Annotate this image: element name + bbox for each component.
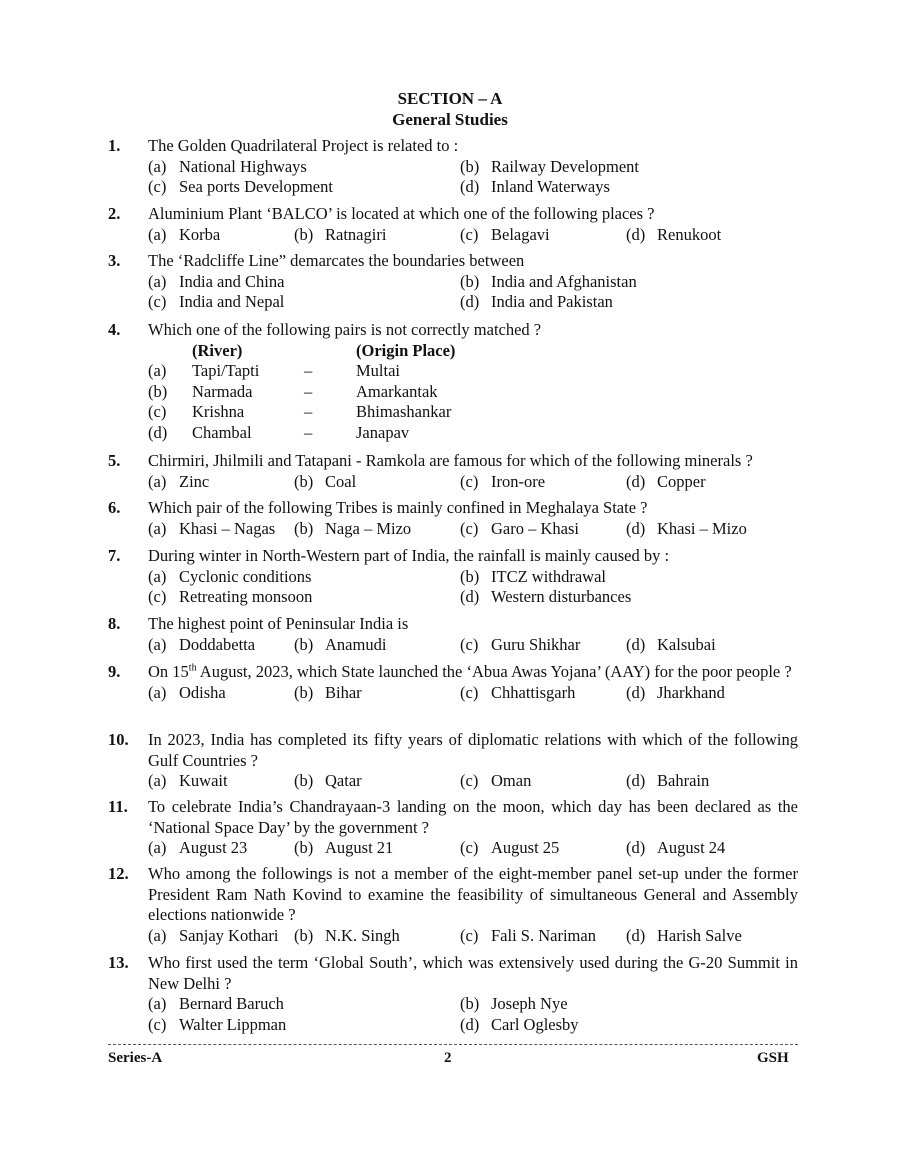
option-label: (c) — [460, 634, 479, 654]
question-text: Who first used the term ‘Global South’, which was extensively used during the G-20 Summit in New Delhi ? — [148, 953, 798, 993]
option-label: (d) — [626, 518, 646, 538]
question-text: Chirmiri, Jhilmili and Tatapani - Ramkola are famous for which of the following minerals ? — [148, 451, 753, 470]
option-b — [460, 157, 639, 178]
option-d — [626, 771, 709, 792]
option-label: (a) — [148, 271, 167, 291]
question-8 — [108, 614, 798, 655]
pair-river: Krishna — [192, 402, 245, 421]
options-row — [148, 567, 798, 588]
option-d — [460, 1015, 579, 1036]
option-text: August 23 — [179, 838, 248, 857]
question-number: 2. — [108, 204, 121, 223]
options-row — [148, 587, 798, 608]
option-text: Oman — [491, 771, 532, 790]
option-d — [460, 177, 610, 198]
question-11 — [108, 797, 798, 859]
question-number: 6. — [108, 498, 121, 517]
column-heading-river: (River) — [192, 340, 243, 360]
question-number: 13. — [108, 953, 129, 972]
option-text: Iron-ore — [491, 471, 546, 491]
options-row — [148, 771, 798, 792]
pair-origin: Bhimashankar — [356, 402, 452, 421]
option-label: (d) — [626, 682, 646, 702]
option-a — [148, 157, 307, 178]
option-text: Khasi – Nagas — [179, 518, 276, 538]
pair-row — [148, 423, 798, 444]
option-b — [294, 635, 386, 656]
option-text: India and Pakistan — [491, 292, 613, 311]
footer-divider — [108, 1044, 798, 1045]
option-label: (c) — [460, 771, 479, 790]
option-b — [460, 567, 606, 588]
option-text: Renukoot — [657, 224, 722, 244]
option-text: Bihar — [325, 682, 362, 702]
option-label: (a) — [148, 224, 167, 244]
options-row — [148, 635, 798, 656]
pair-river: Chambal — [192, 422, 252, 442]
option-label: (b) — [460, 994, 480, 1013]
option-c — [148, 1015, 286, 1036]
option-text: Bahrain — [657, 771, 710, 790]
options-row — [148, 1015, 798, 1036]
question-number: 10. — [108, 730, 129, 749]
pair-river: Narmada — [192, 381, 253, 401]
pair-row — [148, 361, 798, 382]
option-text: Inland Waterways — [491, 177, 610, 196]
option-text: Khasi – Mizo — [657, 518, 747, 538]
option-b — [460, 272, 637, 293]
option-d — [626, 519, 747, 540]
option-text: Belagavi — [491, 224, 550, 244]
option-label: (d) — [626, 838, 646, 857]
option-label: (d) — [460, 587, 480, 606]
option-label: (c) — [460, 224, 479, 244]
option-a — [148, 225, 220, 246]
option-text: Garo – Khasi — [491, 518, 579, 538]
option-text: Western disturbances — [491, 587, 632, 606]
option-a — [148, 519, 275, 540]
question-9 — [108, 662, 798, 703]
option-text: Coal — [325, 471, 357, 491]
question-2 — [108, 204, 798, 245]
pair-dash: – — [304, 402, 313, 421]
pair-origin: Multai — [356, 361, 400, 380]
pair-label: (b) — [148, 381, 168, 401]
option-a — [148, 771, 228, 792]
option-text: Ratnagiri — [325, 224, 387, 244]
option-b — [294, 771, 362, 792]
option-label: (b) — [294, 925, 314, 945]
option-label: (a) — [148, 518, 167, 538]
question-number: 12. — [108, 864, 129, 883]
option-text: ITCZ withdrawal — [491, 566, 607, 586]
option-b — [294, 838, 393, 859]
question-number: 1. — [108, 136, 121, 155]
option-label: (c) — [148, 587, 167, 606]
pair-label: (a) — [148, 361, 167, 380]
question-number: 3. — [108, 251, 121, 270]
option-c — [148, 292, 284, 313]
option-text: India and China — [179, 271, 285, 291]
option-a — [148, 683, 226, 704]
option-text: Harish Salve — [657, 925, 742, 945]
options-row — [148, 683, 798, 704]
question-text: Who among the followings is not a member of the eight-member panel set-up under the former President Ram Nath Kovind to examine the feasibility of simultaneous General and Assembly elections nationwide ? — [148, 864, 798, 924]
pair-dash: – — [304, 361, 313, 380]
ordinal-superscript: th — [188, 662, 197, 674]
option-label: (b) — [294, 634, 314, 654]
option-d — [626, 926, 742, 947]
pair-origin: Janapav — [356, 422, 410, 442]
option-label: (a) — [148, 925, 167, 945]
option-text: Copper — [657, 471, 706, 491]
question-3 — [108, 251, 798, 313]
options-row — [148, 157, 798, 178]
options-row — [148, 994, 798, 1015]
option-text: Fali S. Nariman — [491, 925, 596, 945]
option-text: Zinc — [179, 471, 210, 491]
option-text: Guru Shikhar — [491, 634, 581, 654]
option-label: (a) — [148, 471, 167, 491]
option-text: August 21 — [325, 838, 394, 857]
section-title: SECTION – A — [397, 89, 503, 108]
question-text-part: On 15 — [148, 662, 189, 681]
option-b — [294, 519, 411, 540]
option-a — [148, 926, 278, 947]
option-d — [626, 683, 725, 704]
option-text: Carl Oglesby — [491, 1014, 579, 1034]
option-text: Kalsubai — [657, 634, 716, 654]
question-text: The Golden Quadrilateral Project is related to : — [148, 136, 459, 155]
pair-dash: – — [304, 422, 313, 442]
options-row — [148, 519, 798, 540]
option-label: (d) — [460, 177, 480, 196]
option-text: India and Nepal — [179, 292, 285, 311]
option-text: N.K. Singh — [325, 925, 400, 945]
question-13 — [108, 953, 798, 1035]
subject-title: General Studies — [392, 110, 508, 129]
option-d — [626, 838, 725, 859]
question-number: 9. — [108, 662, 121, 681]
option-label: (d) — [626, 471, 646, 491]
option-label: (b) — [460, 271, 480, 291]
option-label: (a) — [148, 838, 167, 857]
option-label: (d) — [626, 224, 646, 244]
option-d — [626, 472, 706, 493]
pair-origin: Amarkantak — [356, 381, 438, 401]
footer-series: Series-A — [108, 1050, 163, 1066]
option-d — [460, 587, 631, 608]
question-text: The ‘Radcliffe Line” demarcates the boundaries between — [148, 251, 525, 270]
column-heading-origin: (Origin Place) — [356, 340, 456, 360]
option-label: (a) — [148, 634, 167, 654]
option-c — [460, 838, 559, 859]
option-label: (c) — [460, 682, 479, 702]
question-number: 8. — [108, 614, 121, 633]
options-row — [148, 225, 798, 246]
option-c — [460, 683, 575, 704]
option-text: Kuwait — [179, 771, 228, 790]
pair-river: Tapi/Tapti — [192, 361, 260, 380]
question-7 — [108, 546, 798, 608]
option-text: Railway Development — [491, 156, 640, 176]
option-d — [626, 225, 721, 246]
option-c — [148, 587, 312, 608]
option-c — [148, 177, 333, 198]
option-b — [294, 926, 400, 947]
pair-label: (c) — [148, 402, 167, 421]
option-label: (b) — [294, 771, 314, 790]
option-label: (c) — [460, 518, 479, 538]
option-label: (a) — [148, 994, 167, 1013]
option-text: Joseph Nye — [491, 994, 568, 1013]
option-b — [294, 472, 356, 493]
option-c — [460, 472, 545, 493]
option-text: August 25 — [491, 838, 560, 857]
option-text: Korba — [179, 224, 221, 244]
question-6 — [108, 498, 798, 539]
section-heading — [0, 88, 900, 130]
option-text: Sanjay Kothari — [179, 925, 279, 945]
option-text: Odisha — [179, 682, 226, 702]
option-a — [148, 567, 311, 588]
option-label: (c) — [148, 177, 167, 196]
option-label: (d) — [626, 634, 646, 654]
option-text: Retreating monsoon — [179, 587, 313, 606]
question-text: Aluminium Plant ‘BALCO’ is located at which one of the following places ? — [148, 204, 655, 223]
option-c — [460, 225, 550, 246]
question-text: The highest point of Peninsular India is — [148, 614, 409, 633]
footer-code: GSH — [757, 1050, 789, 1066]
option-text: National Highways — [179, 156, 307, 176]
option-c — [460, 635, 580, 656]
option-text: Qatar — [325, 771, 362, 790]
option-label: (c) — [148, 1014, 167, 1034]
question-12 — [108, 864, 798, 946]
option-label: (a) — [148, 682, 167, 702]
question-number: 11. — [108, 797, 128, 816]
option-label: (b) — [460, 156, 480, 176]
question-number: 5. — [108, 451, 121, 470]
pairs-header — [148, 341, 798, 362]
question-4 — [108, 320, 798, 443]
option-a — [148, 994, 284, 1015]
pair-row — [148, 382, 798, 403]
option-label: (b) — [294, 471, 314, 491]
pair-label: (d) — [148, 422, 168, 442]
option-text: Cyclonic conditions — [179, 566, 312, 586]
options-row — [148, 177, 798, 198]
option-text: Sea ports Development — [179, 177, 333, 196]
option-label: (c) — [460, 838, 479, 857]
option-a — [148, 635, 255, 656]
pair-row — [148, 402, 798, 423]
option-label: (d) — [626, 771, 646, 790]
option-label: (d) — [460, 1014, 480, 1034]
option-label: (a) — [148, 566, 167, 586]
option-text: August 24 — [657, 838, 726, 857]
question-text: During winter in North-Western part of India, the rainfall is mainly caused by : — [148, 546, 670, 565]
option-label: (b) — [294, 518, 314, 538]
question-text: Which pair of the following Tribes is mainly confined in Meghalaya State ? — [148, 498, 648, 517]
question-number: 7. — [108, 546, 121, 565]
option-label: (b) — [460, 566, 480, 586]
option-text: Walter Lippman — [179, 1014, 287, 1034]
question-text: In 2023, India has completed its fifty years of diplomatic relations with which of the following Gulf Countries ? — [148, 730, 798, 770]
footer-page-number: 2 — [444, 1050, 452, 1066]
option-d — [460, 292, 613, 313]
option-a — [148, 472, 209, 493]
option-c — [460, 519, 579, 540]
option-label: (d) — [626, 925, 646, 945]
option-text: India and Afghanistan — [491, 271, 637, 291]
question-5 — [108, 451, 798, 492]
option-c — [460, 771, 531, 792]
pair-dash: – — [304, 381, 313, 401]
option-label: (c) — [460, 471, 479, 491]
option-label: (c) — [460, 925, 479, 945]
option-a — [148, 838, 247, 859]
option-label: (a) — [148, 771, 167, 790]
option-a — [148, 272, 284, 293]
option-label: (b) — [294, 682, 314, 702]
options-row — [148, 838, 798, 859]
option-b — [294, 683, 362, 704]
options-row — [148, 472, 798, 493]
option-text: Jharkhand — [657, 682, 725, 702]
option-label: (c) — [148, 292, 167, 311]
option-d — [626, 635, 716, 656]
question-text: Which one of the following pairs is not correctly matched ? — [148, 320, 542, 339]
options-row — [148, 292, 798, 313]
option-label: (b) — [294, 838, 314, 857]
option-text: Naga – Mizo — [325, 518, 412, 538]
question-text: To celebrate India’s Chandrayaan-3 landing on the moon, which day has been declared as the ‘National Space Day’ by the government ? — [148, 797, 798, 837]
option-b — [460, 994, 568, 1015]
question-1 — [108, 136, 798, 198]
option-text: Bernard Baruch — [179, 994, 284, 1013]
option-text: Anamudi — [325, 634, 387, 654]
question-number: 4. — [108, 320, 121, 339]
option-label: (b) — [294, 224, 314, 244]
question-text-part: August, 2023, which State launched the ‘Abua Awas Yojana’ (AAY) for the poor people ? — [196, 662, 792, 681]
options-row — [148, 272, 798, 293]
option-label: (a) — [148, 156, 167, 176]
option-b — [294, 225, 386, 246]
question-text — [148, 662, 798, 683]
options-row — [148, 926, 798, 947]
question-10 — [108, 730, 798, 792]
option-text: Doddabetta — [179, 634, 256, 654]
option-label: (d) — [460, 292, 480, 311]
option-text: Chhattisgarh — [491, 682, 576, 702]
option-c — [460, 926, 596, 947]
